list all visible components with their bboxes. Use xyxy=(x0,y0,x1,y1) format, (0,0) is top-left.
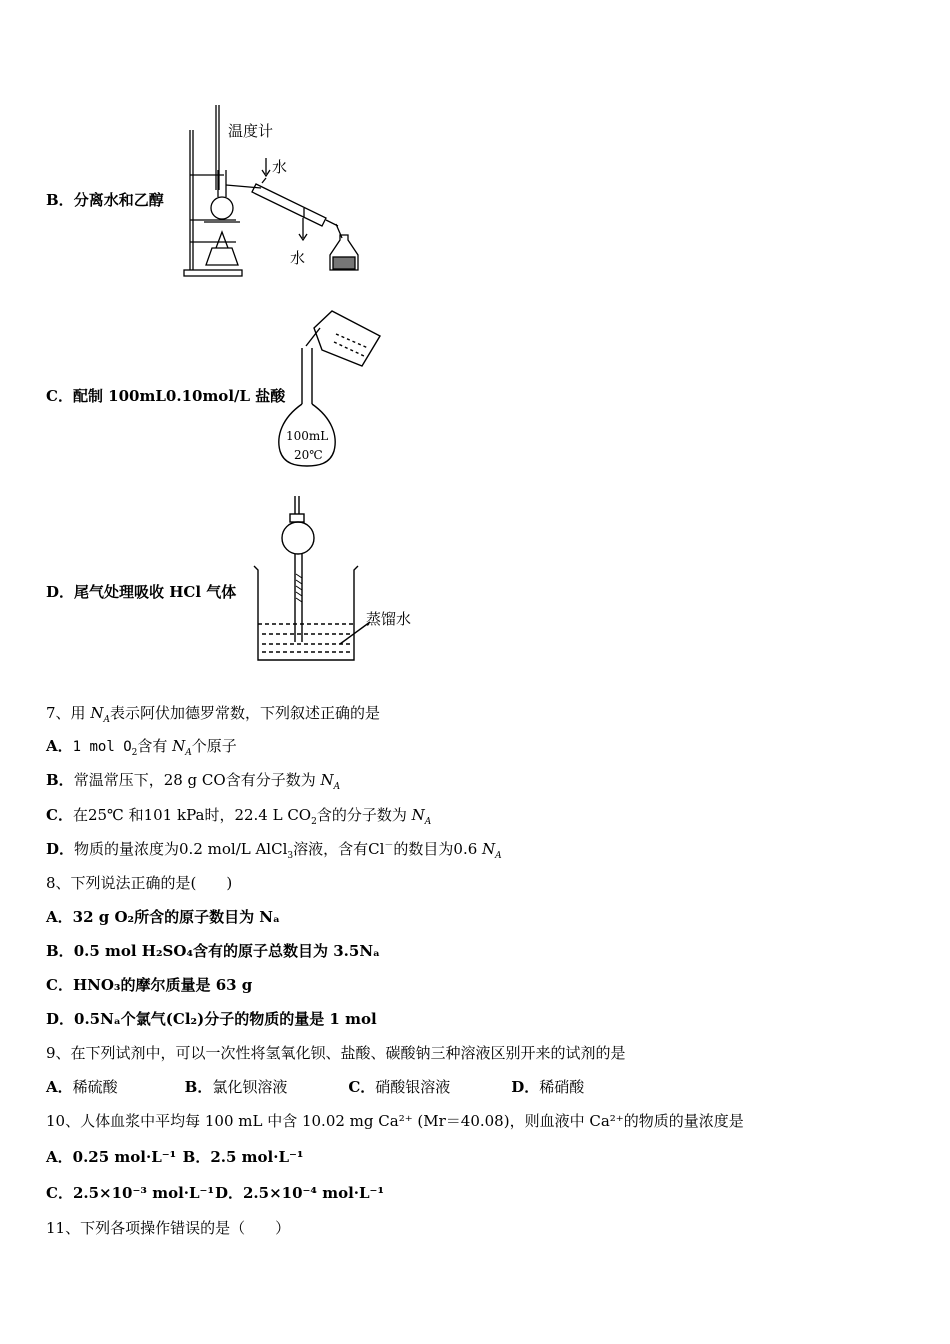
option-letter: B． xyxy=(46,191,74,209)
distilled-water-label: 蒸馏水 xyxy=(366,610,412,628)
q9-stem: 9、在下列试剂中，可以一次性将氢氧化钡、盐酸、碳酸钠三种溶液区别开来的试剂的是 xyxy=(46,1044,626,1062)
gas-absorption-figure xyxy=(250,494,430,669)
q7-option-c: C．在25℃ 和101 kPa时，22.4 L $CO_2$含的分子数为 $N_A$ xyxy=(46,806,432,827)
q8-option-a: A．32 g O₂所含的原子数目为 Nₐ xyxy=(46,908,281,926)
q7-option-a: A．1 mol $O_2$含有 $N_A$个原子 xyxy=(46,737,237,758)
q10-options-ab: A．0.25 mol·L⁻¹ B．2.5 mol·L⁻¹ xyxy=(46,1148,304,1166)
q10-stem: 10、人体血浆中平均每 100 mL 中含 10.02 mg Ca²⁺ (Mr＝40.08)，则血液中 Ca²⁺的物质的量浓度是 xyxy=(46,1112,744,1130)
q10-options-cd: C．2.5×10⁻³ mol·L⁻¹D．2.5×10⁻⁴ mol·L⁻¹ xyxy=(46,1184,385,1202)
distillation-apparatus-figure xyxy=(176,100,376,285)
q7-option-d: D．物质的量浓度为0.2 mol/L AlCl$_3$溶液，含有Cl－的数目为0.6 $N_A$ xyxy=(46,840,502,861)
q11-stem: 11、下列各项操作错误的是（ ） xyxy=(46,1219,291,1237)
option-text: 配制 100mL0.10mol/L 盐酸 xyxy=(72,387,286,405)
option-letter: D． xyxy=(46,583,75,601)
option-letter: C． xyxy=(46,387,73,405)
flask-volume-label: 100mL xyxy=(286,429,329,443)
option-text: 尾气处理吸收 HCl 气体 xyxy=(74,583,237,601)
water-in-label: 水 xyxy=(272,158,288,176)
thermometer-label: 温度计 xyxy=(228,122,274,140)
water-out-label: 水 xyxy=(290,249,306,267)
flask-temp-label: 20℃ xyxy=(294,448,323,462)
q8-option-d: D．0.5Nₐ个氯气(Cl₂)分子的物质的量是 1 mol xyxy=(46,1010,377,1028)
volumetric-flask-figure xyxy=(276,306,386,471)
option-d-line xyxy=(46,582,236,602)
option-b-line xyxy=(46,190,164,210)
q8-option-b: B．0.5 mol H₂SO₄含有的原子总数目为 3.5Nₐ xyxy=(46,942,381,960)
q9-options: A．稀硫酸 B．氯化钡溶液 C．硝酸银溶液 D．稀硝酸 xyxy=(46,1078,585,1096)
q8-stem: 8、下列说法正确的是( ) xyxy=(46,874,233,892)
option-c-line xyxy=(46,386,285,406)
q7-stem: 7、用 $N_A$表示阿伏加德罗常数，下列叙述正确的是 xyxy=(46,704,380,725)
q7-option-b: B．常温常压下，28 g CO含有分子数为 $N_A$ xyxy=(46,771,341,792)
q8-option-c: C．HNO₃的摩尔质量是 63 g xyxy=(46,976,253,994)
option-text: 分离水和乙醇 xyxy=(73,191,164,209)
